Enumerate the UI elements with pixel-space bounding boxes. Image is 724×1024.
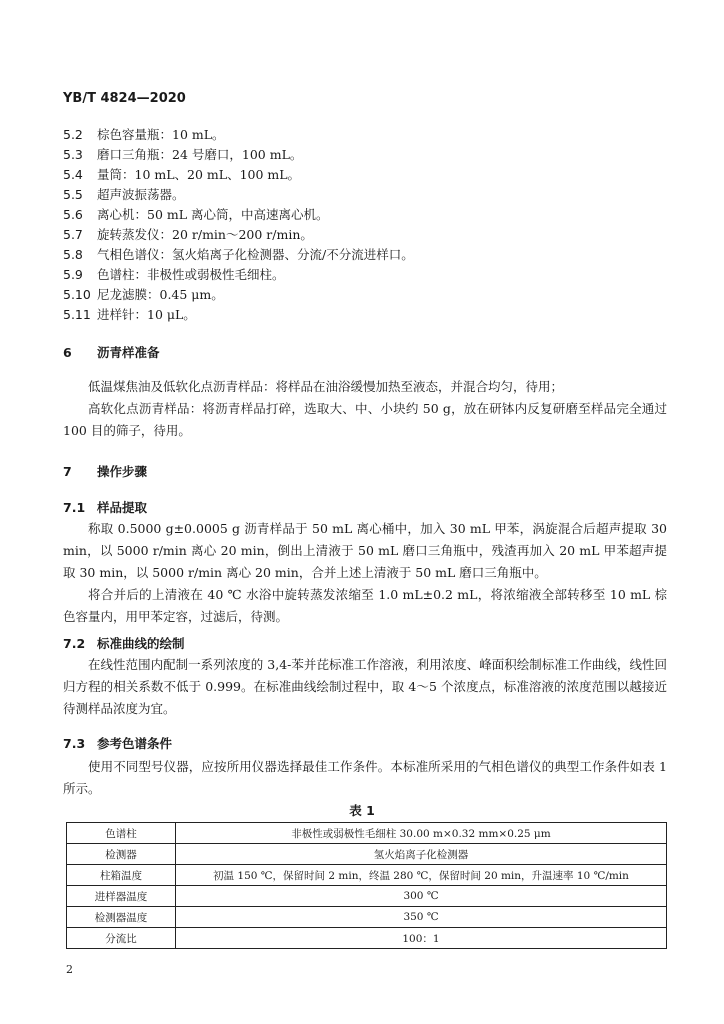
table-row	[67, 886, 667, 907]
list-item	[63, 245, 414, 263]
section-number: 7.2	[63, 636, 86, 651]
section-title: 标准曲线的绘制	[97, 636, 185, 651]
table-key: 检测器温度	[67, 907, 176, 928]
section-title: 操作步骤	[97, 464, 148, 479]
table-key: 检测器	[67, 844, 176, 865]
section-number: 7.1	[63, 500, 86, 515]
list-item	[63, 125, 225, 143]
list-item	[63, 185, 185, 203]
item-number: 5.6	[63, 207, 83, 222]
document-code: YB/T 4824—2020	[63, 91, 186, 106]
item-text: 进样针：10 μL。	[97, 307, 196, 322]
item-text: 超声波振荡器。	[97, 187, 185, 202]
list-item	[63, 205, 329, 223]
section-title: 沥青样准备	[97, 345, 160, 360]
table-value: 初温 150 ℃，保留时间 2 min，终温 280 ℃，保留时间 20 min，升温速率 10 ℃/min	[176, 865, 667, 886]
item-number: 5.10	[63, 287, 91, 302]
item-number: 5.3	[63, 147, 83, 162]
list-item	[63, 265, 285, 283]
item-number: 5.2	[63, 127, 83, 142]
table-caption: 表 1	[349, 803, 375, 818]
table-value: 非极性或弱极性毛细柱 30.00 m×0.32 mm×0.25 μm	[176, 823, 667, 844]
section-title: 样品提取	[97, 500, 148, 515]
item-text: 磨口三角瓶：24 号磨口，100 mL。	[97, 147, 303, 162]
item-text: 气相色谱仪：氢火焰离子化检测器、分流/不分流进样口。	[97, 247, 414, 262]
table-row	[67, 865, 667, 886]
section-title: 参考色谱条件	[97, 736, 173, 751]
table-row	[67, 844, 667, 865]
paragraph: 高软化点沥青样品：将沥青样品打碎，选取大、中、小块约 50 g，放在研钵内反复研磨至样品完全通过 100 目的筛子，待用。	[63, 401, 667, 438]
list-item	[63, 145, 302, 163]
item-number: 5.11	[63, 307, 91, 322]
table-key: 柱箱温度	[67, 865, 176, 886]
item-text: 棕色容量瓶：10 mL。	[97, 127, 225, 142]
paragraph: 称取 0.5000 g±0.0005 g 沥青样品于 50 mL 离心桶中，加入 30 mL 甲苯，涡旋混合后超声提取 30 min，以 5000 r/min 离心 20 min，倒出上清液于 50 mL 磨口三角瓶中，残渣再加入 20 mL 甲苯超声提取 30 min，以 5000 r/min 离心 20 min，合并上述上清液于 50 mL 磨口三角瓶中。	[63, 521, 667, 580]
paragraph: 将合并后的上清液在 40 ℃ 水浴中旋转蒸发浓缩至 1.0 mL±0.2 mL，将浓缩液全部转移至 10 mL 棕色容量内，用甲苯定容，过滤后，待测。	[63, 587, 667, 624]
paragraph: 低温煤焦油及低软化点沥青样品：将样品在油浴缓慢加热至液态，并混合均匀，待用；	[88, 379, 564, 394]
item-text: 色谱柱：非极性或弱极性毛细柱。	[97, 267, 285, 282]
table-value: 100：1	[176, 928, 667, 949]
item-number: 5.8	[63, 247, 83, 262]
item-number: 5.5	[63, 187, 83, 202]
subsection-heading-7-3	[63, 734, 172, 752]
section-heading-7	[63, 462, 147, 480]
item-number: 5.4	[63, 167, 83, 182]
item-number: 5.7	[63, 227, 83, 242]
table-value: 氢火焰离子化检测器	[176, 844, 667, 865]
section-number: 7	[63, 464, 72, 479]
item-text: 离心机：50 mL 离心筒，中高速离心机。	[97, 207, 329, 222]
item-number: 5.9	[63, 267, 83, 282]
subsection-heading-7-1	[63, 498, 147, 516]
paragraph: 使用不同型号仪器，应按所用仪器选择最佳工作条件。本标准所采用的气相色谱仪的典型工作条件如表 1 所示。	[63, 759, 667, 796]
table-row	[67, 928, 667, 949]
section-heading-6	[63, 343, 160, 361]
table-key: 色谱柱	[67, 823, 176, 844]
table-value: 300 ℃	[176, 886, 667, 907]
list-item	[63, 305, 196, 323]
list-item	[63, 225, 313, 243]
item-text: 量筒：10 mL、20 mL、100 mL。	[97, 167, 301, 182]
page-number: 2	[66, 963, 73, 976]
table-key: 分流比	[67, 928, 176, 949]
item-text: 旋转蒸发仪：20 r/min～200 r/min。	[97, 227, 313, 242]
subsection-heading-7-2	[63, 634, 185, 652]
table-row	[67, 823, 667, 844]
table-row	[67, 907, 667, 928]
conditions-table	[66, 822, 667, 949]
list-item	[63, 165, 300, 183]
item-text: 尼龙滤膜：0.45 μm。	[97, 287, 224, 302]
section-number: 7.3	[63, 736, 86, 751]
table-key: 进样器温度	[67, 886, 176, 907]
paragraph: 在线性范围内配制一系列浓度的 3,4-苯并芘标准工作溶液，利用浓度、峰面积绘制标准工作曲线，线性回归方程的相关系数不低于 0.999。在标准曲线绘制过程中，取 4～5 个浓度点，标准溶液的浓度范围以越接近待测样品浓度为宜。	[63, 657, 667, 716]
list-item	[63, 285, 224, 303]
table-value: 350 ℃	[176, 907, 667, 928]
section-number: 6	[63, 345, 72, 360]
